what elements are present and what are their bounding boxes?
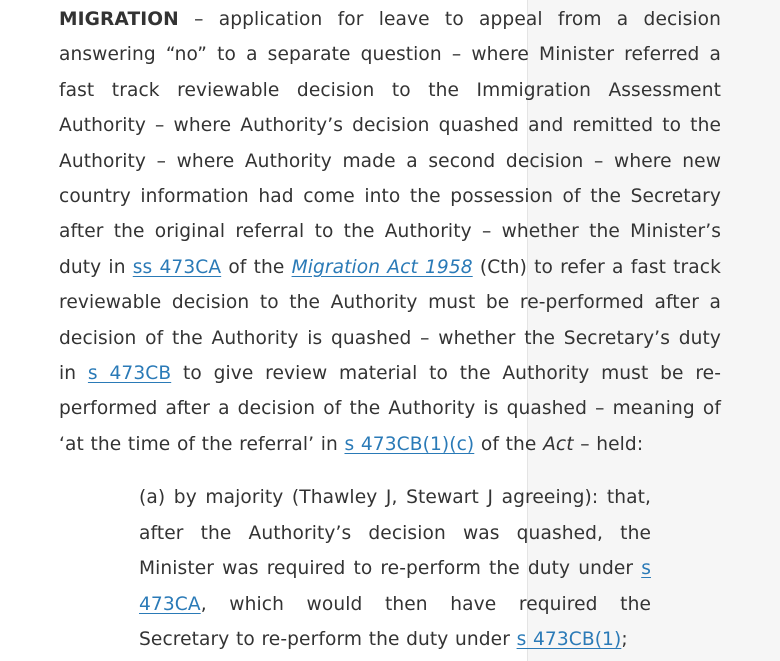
link-migration-act[interactable]: Migration Act 1958 bbox=[291, 256, 473, 278]
held-text: , which would then have required the Secretary to re-perform the duty under bbox=[139, 593, 651, 650]
link-s-473ca[interactable]: s 473CA bbox=[139, 558, 651, 615]
link-s-473cb-1-c[interactable]: s 473CB(1)(c) bbox=[344, 433, 475, 455]
catchword-heading: MIGRATION bbox=[59, 9, 179, 30]
headnote-text: of the bbox=[474, 433, 544, 455]
headnote-text: of the bbox=[221, 256, 292, 278]
headnote-text: – application for leave to appeal from a decision answering “no” to a separate question – where Minister referred a fast track reviewable decision to the Immigration Assessment Authority – where Authority’s decision quashed and remitted to the Authority – where Authority made a second decision – where new country information had come into the possession of the Secretary after the original referral to the Authority – whether the Minister’s duty in bbox=[59, 9, 721, 278]
act-word: Act bbox=[543, 433, 574, 455]
catchwords-paragraph bbox=[59, 2, 721, 462]
link-s-473cb[interactable]: s 473CB bbox=[87, 363, 172, 385]
link-ss-473ca[interactable]: ss 473CA bbox=[132, 256, 222, 278]
held-text: ; bbox=[621, 628, 628, 650]
held-list bbox=[139, 480, 651, 657]
link-s-473cb-1[interactable]: s 473CB(1) bbox=[516, 628, 622, 650]
held-item bbox=[139, 480, 651, 657]
held-text: (a) by majority (Thawley J, Stewart J agreeing): that, after the Authority’s decision was quashed, the Minister was required to re-perform the duty under bbox=[139, 487, 651, 580]
headnote-text: (Cth) to refer a fast track reviewable decision to the Authority must be re-performed after a decision of the Authority is quashed – whether the Secretary’s duty in bbox=[59, 256, 721, 385]
headnote-text: to give review material to the Authority must be re-performed after a decision of the Authority is quashed – meaning of ‘at the time of the referral’ in bbox=[59, 363, 721, 455]
headnote-text: – held: bbox=[573, 433, 644, 455]
judgment-headnote bbox=[59, 2, 721, 657]
